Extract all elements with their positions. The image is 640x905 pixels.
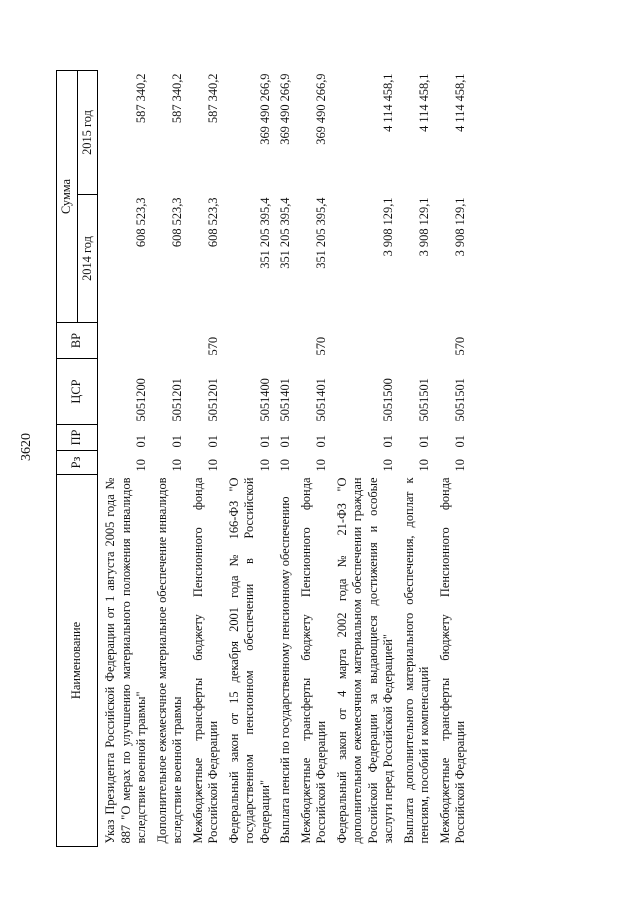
row-vr <box>333 323 400 359</box>
row-sum-2015: 4 114 458,1 <box>453 73 467 132</box>
row-sum-2014: 351 205 395,4 <box>278 197 292 269</box>
budget-table <box>56 70 472 847</box>
table-row <box>225 71 277 847</box>
table-row <box>153 71 189 847</box>
row-vr: 570 <box>314 336 328 356</box>
row-csr: 5051400 <box>257 378 272 422</box>
row-csr: 5051501 <box>453 378 467 422</box>
row-vr: 570 <box>453 336 467 356</box>
row-pr: 01 <box>170 435 184 448</box>
row-name: Федеральный закон от 4 марта 2002 года № 21-ФЗ "О дополнительном ежемесячном материальном обеспечении граждан Российской Федерации за выдающиеся достижения и особые заслуги перед Российской Федерацией" <box>334 477 395 844</box>
row-csr: 5051200 <box>134 378 148 422</box>
row-name: Межбюджетные трансферты бюджету Пенсионного фонда Российской Федерации <box>437 477 467 844</box>
row-name: Межбюджетные трансферты бюджету Пенсионного фонда Российской Федерации <box>298 477 328 844</box>
row-sum-2015: 4 114 458,1 <box>417 73 431 132</box>
table-row <box>276 71 297 847</box>
row-pr: 01 <box>206 435 220 448</box>
row-sum-2015: 587 340,2 <box>134 73 148 124</box>
header-csr: ЦСР <box>57 359 98 425</box>
row-pr: 01 <box>314 435 328 448</box>
page-number: 3620 <box>19 433 34 461</box>
row-csr: 5051201 <box>206 378 220 422</box>
row-pr: 01 <box>278 435 292 448</box>
row-rz: 10 <box>453 459 467 472</box>
row-rz: 10 <box>278 459 292 472</box>
row-vr <box>98 323 153 359</box>
header-pr: ПР <box>57 425 98 451</box>
row-pr: 01 <box>257 435 272 448</box>
row-pr: 01 <box>381 435 395 448</box>
header-vr: ВР <box>57 323 98 359</box>
row-rz: 10 <box>170 459 184 472</box>
row-sum-2015: 369 490 266,9 <box>314 73 328 145</box>
table-row <box>189 71 225 847</box>
row-name: Выплата пенсий по государственному пенсионному обеспечению <box>278 496 292 844</box>
row-sum-2015: 369 490 266,9 <box>278 73 292 145</box>
row-pr: 01 <box>453 435 467 448</box>
row-sum-2014: 608 523,3 <box>170 197 184 248</box>
table-body <box>98 71 472 847</box>
row-vr <box>400 323 436 359</box>
row-sum-2014: 3 908 129,1 <box>417 197 431 257</box>
row-sum-2015: 4 114 458,1 <box>381 73 395 132</box>
row-vr <box>276 323 297 359</box>
table-row <box>400 71 436 847</box>
row-sum-2015: 587 340,2 <box>206 73 220 124</box>
row-vr <box>153 323 189 359</box>
row-rz: 10 <box>381 459 395 472</box>
table-row <box>98 71 153 847</box>
row-name: Межбюджетные трансферты бюджету Пенсионного фонда Российской Федерации <box>190 477 220 844</box>
row-vr <box>225 323 277 359</box>
table-row <box>297 71 333 847</box>
table-row <box>436 71 472 847</box>
row-name: Дополнительное ежемесячное материальное обеспечение инвалидов вследствие военной травмы <box>154 477 184 844</box>
row-csr: 5051401 <box>314 378 328 422</box>
row-name: Федеральный закон от 15 декабря 2001 года № 166-ФЗ "О государственном пенсионном обеспечении в Российской Федерации" <box>226 477 272 844</box>
row-rz: 10 <box>417 459 431 472</box>
row-csr: 5051501 <box>417 378 431 422</box>
row-sum-2014: 351 205 395,4 <box>257 197 272 269</box>
row-vr: 570 <box>206 336 220 356</box>
row-csr: 5051201 <box>170 378 184 422</box>
header-sum: Сумма <box>57 71 78 323</box>
row-csr: 5051401 <box>278 378 292 422</box>
row-pr: 01 <box>134 435 148 448</box>
row-sum-2014: 351 205 395,4 <box>314 197 328 269</box>
row-name: Выплата дополнительного материального обеспечения, доплат к пенсиям, пособий и компенсаций <box>401 477 431 844</box>
row-rz: 10 <box>206 459 220 472</box>
header-rz: Рз <box>57 451 98 475</box>
row-pr: 01 <box>417 435 431 448</box>
row-sum-2014: 608 523,3 <box>206 197 220 248</box>
row-rz: 10 <box>257 459 272 472</box>
row-sum-2014: 3 908 129,1 <box>453 197 467 257</box>
row-csr: 5051500 <box>381 378 395 422</box>
header-2015: 2015 год <box>77 71 98 195</box>
row-sum-2014: 608 523,3 <box>134 197 148 248</box>
table-row <box>333 71 400 847</box>
row-name: Указ Президента Российской Федерации от 1 августа 2005 года № 887 "О мерах по улучшению материального положения инвалидов вследствие военной травмы" <box>103 477 148 844</box>
row-sum-2015: 369 490 266,9 <box>257 73 272 145</box>
header-2014: 2014 год <box>77 195 98 323</box>
row-rz: 10 <box>314 459 328 472</box>
row-rz: 10 <box>134 459 148 472</box>
row-sum-2015: 587 340,2 <box>170 73 184 124</box>
row-sum-2014: 3 908 129,1 <box>381 197 395 257</box>
header-name: Наименование <box>57 475 98 847</box>
